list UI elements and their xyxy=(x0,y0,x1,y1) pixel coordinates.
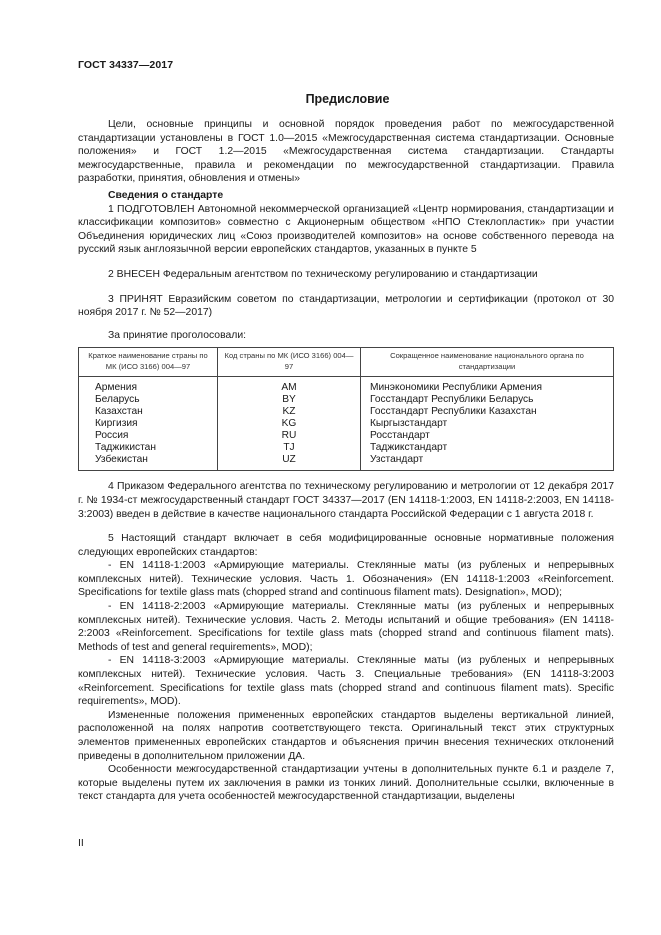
country-name: Киргизия xyxy=(79,418,218,430)
document-body xyxy=(78,118,614,804)
country-code: UZ xyxy=(218,454,361,471)
table-row xyxy=(79,430,614,442)
table-row xyxy=(79,442,614,454)
item-5-paragraph: 5 Настоящий стандарт включает в себя модифицированные основные нормативные положения следующих европейских стандартов: xyxy=(78,533,614,558)
table-row xyxy=(79,418,614,430)
country-name: Армения xyxy=(79,377,218,395)
voting-table xyxy=(78,347,614,471)
changes-paragraph: Измененные положения примененных европейских стандартов выделены вертикальной линией, расположенной на полях напротив соответствующего текста. Оригинальный текст этих структурных элементов примененных европейских стандартов и объяснения причин внесения технических отклонений приведены в дополнительном приложении ДА. xyxy=(78,709,614,762)
standards-body: Узстандарт xyxy=(361,454,614,471)
table-header-row xyxy=(79,348,614,377)
table-row xyxy=(79,454,614,471)
table-row xyxy=(79,394,614,406)
standards-body: Росстандарт xyxy=(361,430,614,442)
voted-label: За принятие проголосовали: xyxy=(108,329,247,341)
table-row xyxy=(79,406,614,418)
country-code: AM xyxy=(218,377,361,395)
country-code: KG xyxy=(218,418,361,430)
item-3-paragraph: 3 ПРИНЯТ Евразийским советом по стандартизации, метрологии и сертификации (протокол от 30 ноября 2017 г. № 52—2017) xyxy=(78,293,614,319)
country-name: Россия xyxy=(79,430,218,442)
document-code: ГОСТ 34337—2017 xyxy=(78,59,174,71)
page-number: II xyxy=(78,837,84,849)
features-paragraph: Особенности межгосударственной стандартизации учтены в дополнительных пункте 6.1 и разделе 7, которые выделены путем их заключения в рамки из тонких линий. Дополнительные ссылки, включенные в текст стандарта для учета особенностей межгосударственной стандартизации, выделены xyxy=(78,764,614,803)
country-code: RU xyxy=(218,430,361,442)
country-name: Казахстан xyxy=(79,406,218,418)
country-code: TJ xyxy=(218,442,361,454)
section-subtitle: Сведения о стандарте xyxy=(108,189,224,201)
table-header-org: Сокращенное наименование национального органа по стандартизации xyxy=(361,348,614,377)
country-code: BY xyxy=(218,394,361,406)
standards-body: Минэкономики Республики Армения xyxy=(361,377,614,395)
standards-body: Кыргызстандарт xyxy=(361,418,614,430)
item-1-paragraph: 1 ПОДГОТОВЛЕН Автономной некоммерческой организацией «Центр нормирования, стандартизации и классификации композитов» совместно с Акционерным обществом «НПО Стеклопластик» при участии Объединения юридических лиц «Союз производителей композитов» на основе собственного перевода на русский язык англоязычной версии европейских стандартов, указанных в пункте 5 xyxy=(78,203,614,256)
country-name: Беларусь xyxy=(79,394,218,406)
item-2-paragraph: 2 ВНЕСЕН Федеральным агентством по техническому регулированию и стандартизации xyxy=(108,268,538,280)
table-row xyxy=(79,377,614,395)
page-title: Предисловие xyxy=(305,92,390,106)
item-4-paragraph: 4 Приказом Федерального агентства по техническому регулированию и метрологии от 12 декабря 2017 г. № 1934-ст межгосударственный стандарт ГОСТ 34337—2017 (EN 14118-1:2003, EN 14118-2:2003, EN 14118-3:2003) введен в действие в качестве национального стандарта Российской Федерации с 1 августа 2018 г. xyxy=(78,481,614,520)
table-header-country: Краткое наименование страны по МК (ИСО 3166) 004—97 xyxy=(79,348,218,377)
table-header-code: Код страны по МК (ИСО 3166) 004—97 xyxy=(218,348,361,377)
intro-paragraph: Цели, основные принципы и основной порядок проведения работ по межгосударственной стандартизации установлены в ГОСТ 1.0—2015 «Межгосударственная система стандартизации. Основные положения» и ГОСТ 1.2—2015 «Межгосударственная система стандартизации. Стандарты межгосударственные, правила и рекомендации по межгосударственной стандартизации. Правила разработки, принятия, обновления и отмены» xyxy=(78,119,614,185)
standards-body: Таджикстандарт xyxy=(361,442,614,454)
list-item: - EN 14118-3:2003 «Армирующие материалы. Стеклянные маты (из рубленых и непрерывных комплексных нитей). Технические условия. Часть 3. Специальные требования» (EN 14118-3:2003 «Reinforcement. Specifications for textile glass mats (chopped strand and continuous filament mats). Specific requirements», MOD). xyxy=(78,655,614,708)
country-name: Таджикистан xyxy=(79,442,218,454)
standards-body: Госстандарт Республики Беларусь xyxy=(361,394,614,406)
standards-body: Госстандарт Республики Казахстан xyxy=(361,406,614,418)
list-item: - EN 14118-2:2003 «Армирующие материалы. Стеклянные маты (из рубленых и непрерывных комплексных нитей). Технические условия. Часть 2. Методы испытаний и общие требования» (EN 14118-2:2003 «Reinforcement. Specifications for textile glass mats (chopped strand and continuous filament mats). Methods of test and general requirements», MOD); xyxy=(78,601,614,653)
country-name: Узбекистан xyxy=(79,454,218,471)
list-item: - EN 14118-1:2003 «Армирующие материалы. Стеклянные маты (из рубленых и непрерывных комплексных нитей). Технические условия. Часть 1. Обозначения» (EN 14118-1:2003 «Reinforcement. Specifications for textile glass mats (chopped strand and continuous filament mats). Designation», MOD); xyxy=(78,560,614,599)
country-code: KZ xyxy=(218,406,361,418)
